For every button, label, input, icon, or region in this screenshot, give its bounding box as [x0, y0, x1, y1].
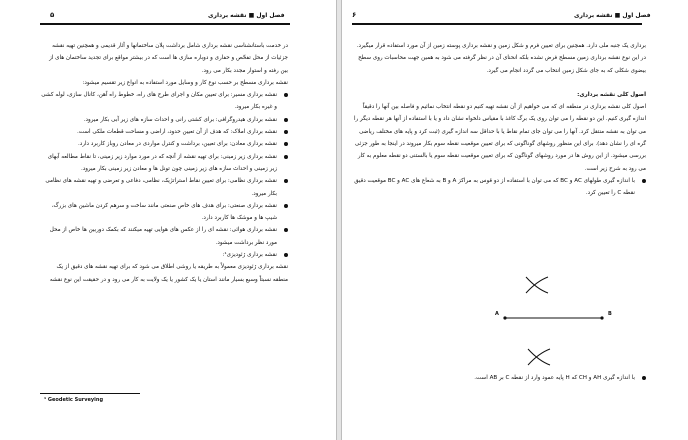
header-rule — [40, 23, 290, 25]
header-rule — [352, 23, 642, 25]
arc-intersection-figure-bottom — [524, 345, 554, 369]
list-item: نقشه برداری معادن: برای تعیین، برداشت و کنترل مواردی در معادن روباز کاربرد دارد. — [40, 138, 288, 150]
page-number: ۶ — [352, 11, 357, 19]
list-item: نقشه برداری صنعتی: برای هدف های خاص صنعتی مانند ساخت و سرهم کردن ماشین های بزرگ، شیپ ها و موشک ها کاربرد دارد. — [40, 200, 288, 225]
footnote: ¹ Geodetic Surveying — [44, 397, 104, 403]
right-page — [342, 0, 688, 440]
list-item: نقشه برداری هیدروگرافی: برای کشتی رانی و احداث سازه های زیر آبی بکار میرود. — [40, 114, 288, 126]
list-item: نقشه برداری ژئودیزی¹: — [40, 249, 288, 261]
point-a-label: A — [495, 311, 499, 317]
page-header: فصل اول ■ نقشه برداری — [208, 12, 285, 19]
list-item: با اندازه گیری طولهای AC و BC که می توان با استفاده از دو قوس به مراکز A و B به شعاع های AC و BC موقعیت دقیق نقطه C را تعیین کرد. — [354, 175, 646, 200]
arc-intersection-figure-top — [522, 273, 552, 297]
paragraph: نقشه برداری ژئودیزی معمولاً به طریقه یا روشی اطلاق می شود که برای تهیه نقشه های دقیق از یک منطقه نسبتاً وسیع بسیار مانند استان یا یک کشور یا یک ولایت به کار می رود و در حقیقت این نوع نقشه — [49, 264, 288, 283]
paragraph: نقشه برداری مسطح بر حسب نوع کار و وسایل مورد استفاده به انواع زیر تقسیم میشود: — [82, 79, 288, 86]
arc-from-b — [528, 349, 550, 365]
list-item: نقشه برداری مسیر: برای تعیین مکان و اجرای طرح های راه، خطوط راه آهن، کانال سازی، لوله کشی و غیره بکار میرود. — [40, 89, 288, 114]
section-title: اصول کلی نقشه برداری: — [577, 91, 646, 98]
paragraph: در این نوع نقشه برداری زمین مسطح فرض نشده بلکه انحنای آن در نظر گرفته می شود به همین جهت محاسبات روی سطح بیضوی شکلی که به جای شکل زمین انتخاب می گردد انجام می گیرد. — [358, 55, 646, 74]
left-page-body — [40, 40, 288, 286]
method-list — [354, 175, 646, 200]
arc-from-a — [526, 277, 548, 293]
right-page-body-lower — [354, 372, 646, 384]
method-list — [354, 372, 646, 384]
page-header: فصل اول ■ نقشه برداری — [574, 12, 651, 19]
footnote-rule — [40, 393, 140, 394]
point-b-mark — [600, 316, 603, 319]
left-page — [0, 0, 336, 440]
point-b-label: B — [608, 311, 612, 317]
list-item: نقشه برداری زیر زمینی: برای تهیه نقشه از آنچه که در مورد موارد زیر زمینی، تا نقاط مطالعه آبهای زیر زمینی و احداث سازه های زیر زمینی چون تونل ها و معادن زیر زمینی بکار میرود. — [40, 151, 288, 176]
right-page-body — [354, 40, 646, 200]
arc-from-a — [528, 349, 550, 365]
survey-types-list — [40, 89, 288, 261]
list-item: نقشه برداری املاک: که هدف از آن تعیین حدود، اراضی و مساحت قطعات ملکی است. — [40, 126, 288, 138]
list-item: با اندازه گیری AH و CH که H پایه عمود وارد از نقطه C بر AB است. — [354, 372, 646, 384]
point-a-mark — [503, 316, 506, 319]
baseline-ab-figure — [502, 312, 606, 324]
list-item: نقشه برداری نظامی: برای تعیین نقاط استراتژیک، نظامی، دفاعی و تعرضی و تهیه نقشه های نظامی بکار میرود. — [40, 175, 288, 200]
list-item: نقشه برداری هوائی: نقشه ای را از عکس های هوایی تهیه میکنند که بکمک دوربین ها خاص از محل مورد نظر برداشت میشود. — [40, 224, 288, 249]
paragraph: برداری یک جنبه ملی دارد. همچنین برای تعیین فرم و شکل زمین و نقشه برداری پوسته زمین از آن مورد استفاده قرار میگیرد. — [356, 43, 646, 49]
page-number: ۵ — [50, 11, 55, 19]
paragraph: اصول کلی نقشه برداری در منطقه ای که می خواهیم از آن نقشه تهیه کنیم دو نقطه انتخاب نمائیم و فاصله بین آنها را دقیقاً اندازه گیری کنیم. این دو نقطه را می توان روی یک برگ کاغذ با مقیاس دلخواه نشان داد و یا با استفاده از آنها هر نقطه دیگر را می توان به نقشه منتقل کرد. آنها را می توان جای تمام نقاط یا با حداقل سه اندازه گیری (ثبت کرد و پایه های مختلف ریاضی گره ای را نشان دهد). برای این منظور روشهای گوناگونی که برای تعیین موقعیت نقطه سوم بکار میروند در اینجا به طور جزئی بررسی میشود. از این روش ها در مورد روشهای گوناگون که برای تعیین موقعیت نقطه سوم یا بالستنی دو نقطه معلوم به کار می رود به شرح زیر است. — [353, 104, 646, 172]
paragraph: در خدمت باستانشناسی نقشه برداری شامل برداشت پلان ساختمانها و آثار قدیمی و همچنین تهیه نقشه جزئیات از محل تفحّص و حفاری و دوباره سازی ها است که در بیشتر مواقع برای تجدید ساختمان های از بین رفته و استوار مجدد بکار می رود. — [49, 43, 288, 74]
arc-from-b — [526, 277, 548, 293]
